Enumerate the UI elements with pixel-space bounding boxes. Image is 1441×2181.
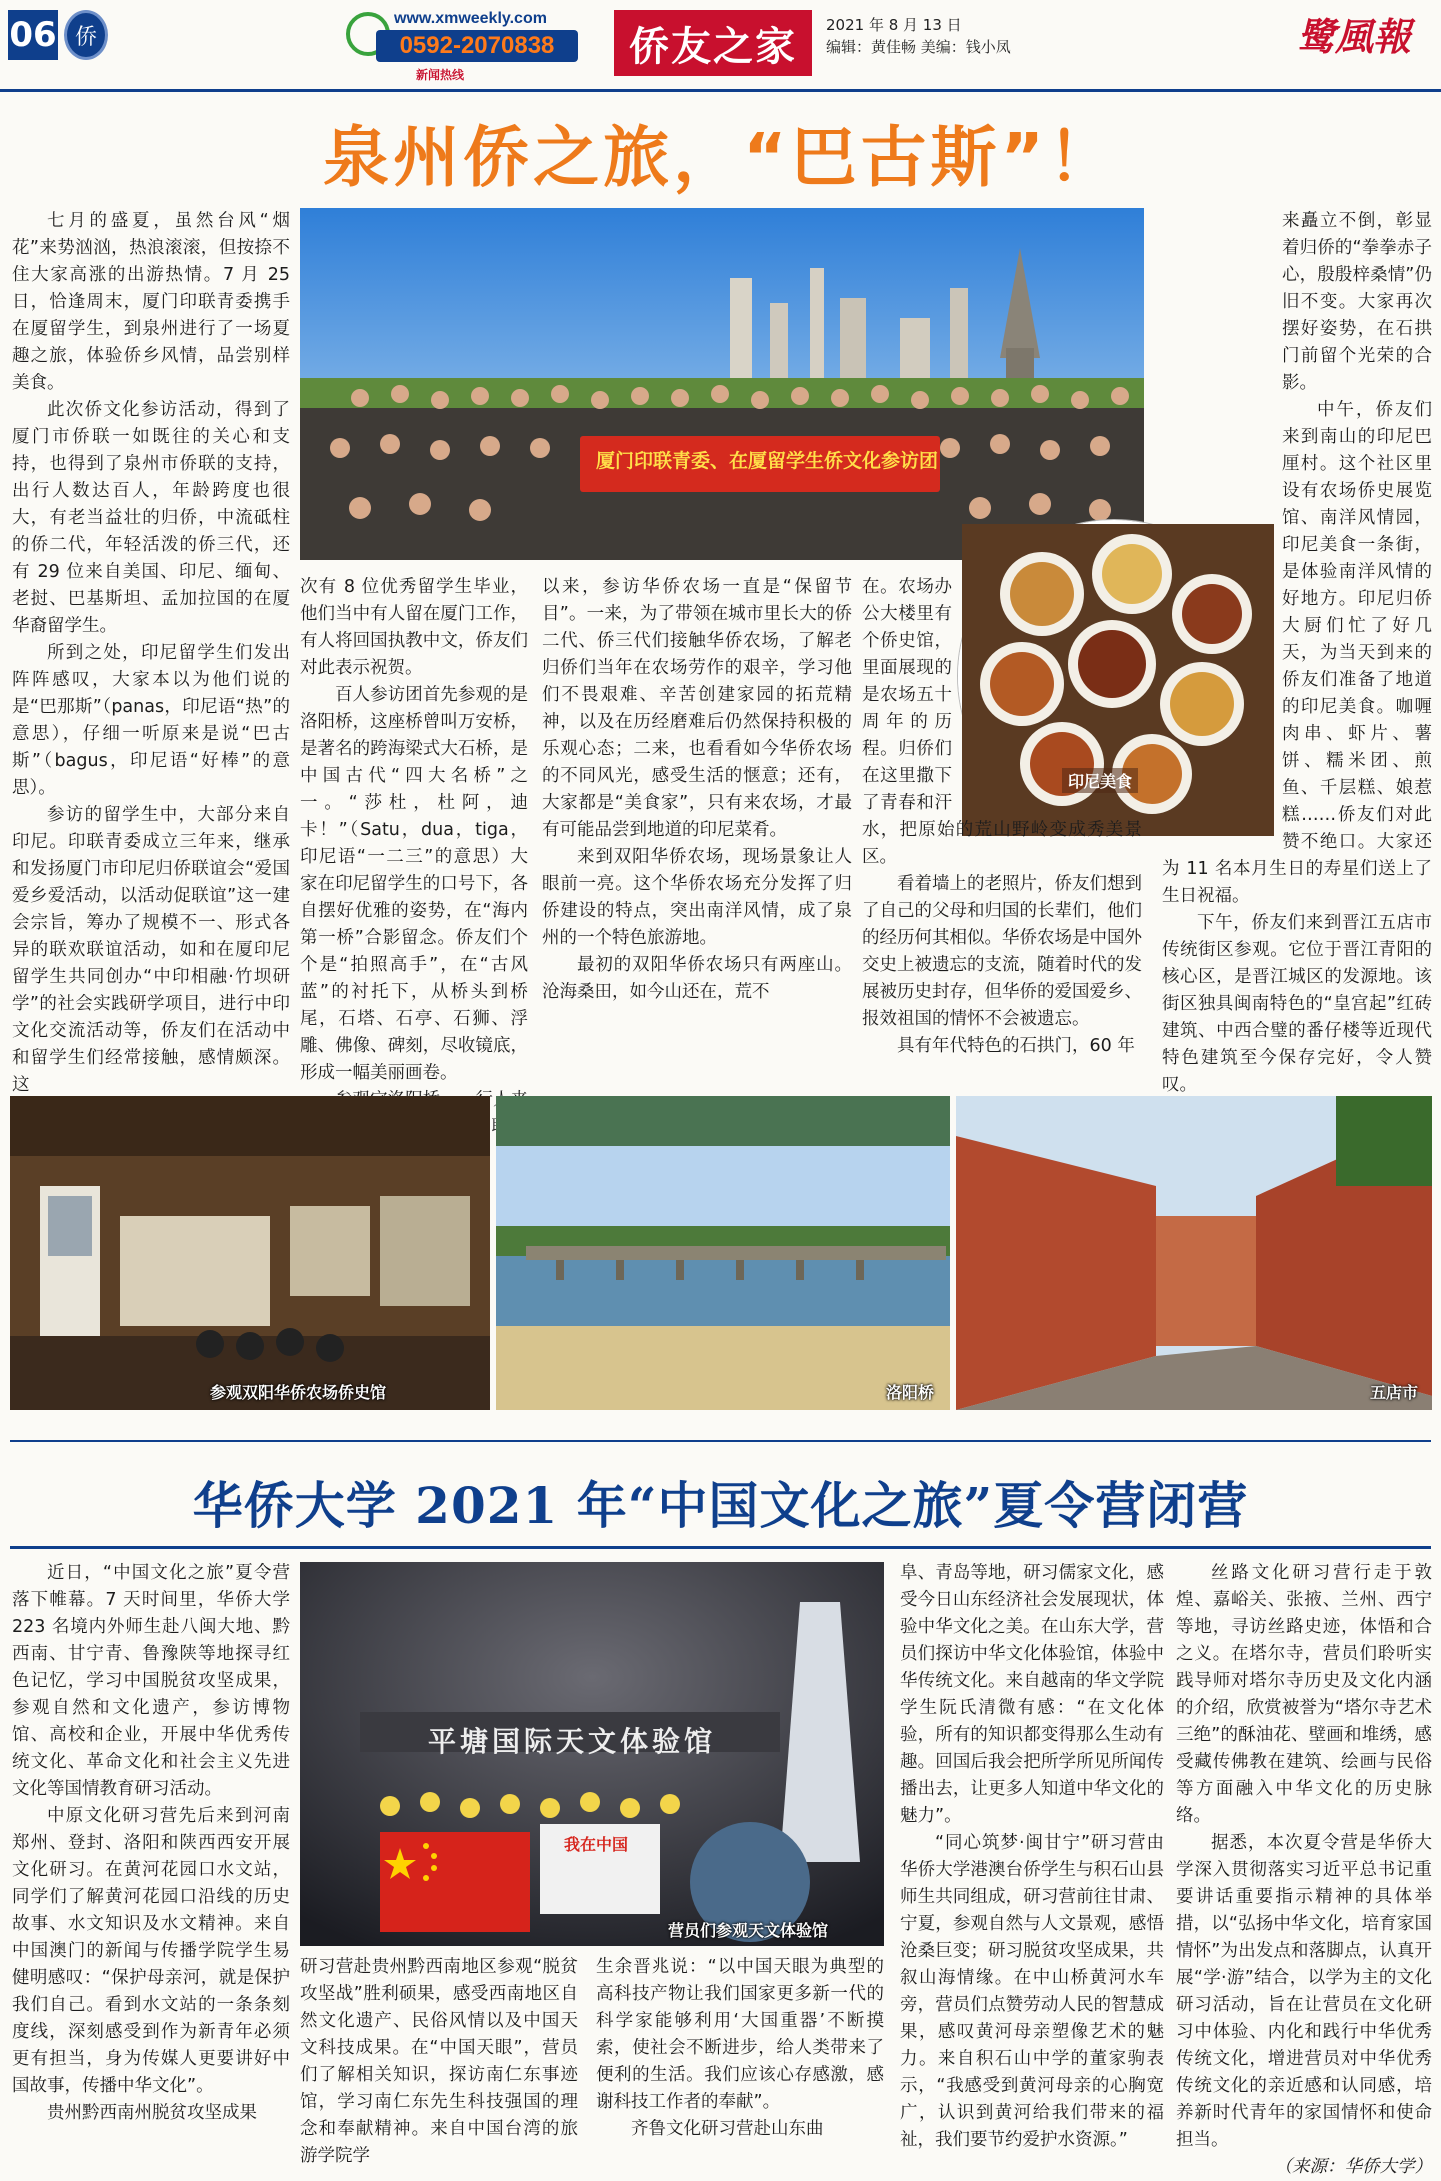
page-number: 06 bbox=[8, 10, 58, 60]
hotline-ad bbox=[346, 8, 584, 82]
issue-date: 2021 年 8 月 13 日 bbox=[826, 16, 962, 34]
ad-url: www.xmweekly.com bbox=[394, 10, 547, 27]
caption-museum: 参观双阳华侨农场侨史馆 bbox=[210, 1383, 387, 1402]
article1-column-1 bbox=[12, 208, 290, 1095]
ad-subtitle: 新闻热线 bbox=[416, 68, 465, 82]
paragraph: 生余晋兆说：“以中国天眼为典型的高科技产物让我们国家更多新一代的科学家能够利用‘大国重器’不断摸索，使社会不断进步，给人类带来了便利的生活。我们应该心存感激，感谢科技工作者的奉献”。 bbox=[596, 1957, 884, 2112]
luoyang-bridge-photo bbox=[496, 1096, 950, 1410]
headline-rule bbox=[10, 1546, 1431, 1549]
issue-info bbox=[826, 14, 1011, 58]
museum-sign: 平塘国际天文体验馆 bbox=[428, 1725, 717, 1758]
paragraph: 阜、青岛等地，研习儒家文化，感受今日山东经济社会发展现状，体验中华文化之美。在山东大学，营员们探访中华文化体验馆，体验中华传统文化。来自越南的华文学院学生阮氏清微有感：“在文化体验，所有的知识都变得那么生动有趣。回国后我会把所学所见所闻传播出去，让更多人知道中华文化的魅力”。 bbox=[900, 1563, 1164, 1826]
masthead: 鹭風報 bbox=[1296, 14, 1411, 59]
group-photo bbox=[300, 208, 1144, 560]
paragraph: 此次侨文化参访活动，得到了厦门市侨联一如既往的关心和支持，也得到了泉州市侨联的支持，出行人数达百人，年龄跨度也很大，有老当益壮的归侨，中流砥柱的侨二代，年轻活泼的侨三代，还有 29 位来自美国、印尼、缅甸、老挝、巴基斯坦、孟加拉国的在厦华裔留学生。 bbox=[12, 400, 290, 636]
wudianshi-photo bbox=[956, 1096, 1432, 1410]
article2-column-4 bbox=[900, 1560, 1164, 2160]
paragraph: 丝路文化研习营行走于敦煌、嘉峪关、张掖、兰州、西宁等地，寻访丝路史迹，体悟和合之义。在塔尔寺，营员们聆听实践导师对塔尔寺历史及文化内涵的介绍，欣赏被誉为“塔尔寺艺术三绝”的酥油花、壁画和堆绣，感受藏传佛教在建筑、绘画与民俗等方面融入中华文化的历史脉络。 bbox=[1176, 1563, 1432, 1826]
article1-headline: 泉州侨之旅，“巴古斯”！ bbox=[323, 119, 1118, 196]
article2-column-1 bbox=[12, 1560, 290, 2160]
section-logo: 侨 bbox=[64, 10, 108, 60]
paragraph: 看着墙上的老照片，侨友们想到了自己的父母和归国的长辈们，他们的经历何其相似。华侨农场是中国外交史上被遗忘的支流，随着时代的发展被历史封存，但华侨的爱国爱乡、报效祖国的情怀不会被遗忘。 bbox=[862, 874, 1142, 1029]
caption-bridge: 洛阳桥 bbox=[886, 1383, 935, 1402]
paragraph: 参访的留学生中，大部分来自印尼。印联青委成立三年来，继承和发扬厦门市印尼归侨联谊会“爱国爱乡爱活动，以活动促联谊”这一建会宗旨，筹办了规模不一、形式各异的联欢联谊活动，如和在厦印尼留学生共同创办“中印相融·竹坝研学”的社会实践研学项目，进行中印文化交流活动等，侨友们在活动中和留学生们经常接触，感情颇深。这 bbox=[12, 805, 290, 1095]
paragraph: 来到双阳华侨农场，现场景象让人眼前一亮。这个华侨农场充分发挥了归侨建设的特点，突出南洋风情，成了泉州的一个特色旅游地。 bbox=[542, 847, 852, 948]
article1-column-5 bbox=[1162, 208, 1432, 1095]
astronomy-museum-photo bbox=[300, 1562, 884, 1946]
paragraph: 最初的双阳华侨农场只有两座山。沧海桑田，如今山还在，荒不 bbox=[542, 955, 852, 1002]
paragraph: 中午，侨友们来到南山的印尼巴厘村。这个社区里设有农场侨史展览馆、南洋风情园，印尼美食一条街，是体验南洋风情的好地方。印尼归侨大厨们忙了好几天，为当天到来的侨友们准备了地道的印尼美食。咖喱肉串、虾片、薯饼、糯米团、煎鱼、千层糕、娘惹糕……侨友们对此赞不绝口。大家还为 11 名本月生日的寿星们送上了生日祝福。 bbox=[1162, 400, 1432, 906]
paragraph: 据悉，本次夏令营是华侨大学深入贯彻落实习近平总书记重要讲话重要指示精神的具体举措，以“弘扬中华文化，培育家国情怀”为出发点和落脚点，认真开展“学·游”结合，以学为主的文化研习活动，旨在让营员在文化研习中体验、内化和践行中华优秀传统文化，增进营员对中华优秀传统文化的亲近感和认同感，培养新时代青年的家国情怀和使命担当。 bbox=[1176, 1833, 1432, 2150]
paragraph: 齐鲁文化研习营赴山东曲 bbox=[631, 2119, 824, 2139]
food-photo-wrap-space bbox=[952, 574, 1142, 810]
article1-column-3 bbox=[542, 574, 852, 1068]
paragraph: 七月的盛夏，虽然台风“烟花”来势汹汹，热浪滚滚，但按捺不住大家高涨的出游热情。7 月 25 日，恰逢周末，厦门印联青委携手在厦留学生，到泉州进行了一场夏趣之旅，体验侨乡风情，品尝别样美食。 bbox=[12, 211, 290, 393]
paragraph: 以来，参访华侨农场一直是“保留节目”。一来，为了带领在城市里长大的侨二代、侨三代们接触华侨农场，了解老归侨们当年在农场劳作的艰辛，学习他们不畏艰难、辛苦创建家园的拓荒精神，以及在历经磨难后仍然保持积极的乐观心态；二来，也看看如今华侨农场的不同风光，感受生活的惬意；还有，大家都是“美食家”，只有来农场，才最有可能品尝到地道的印尼菜肴。 bbox=[542, 577, 852, 840]
ad-phone: 0592-2070838 bbox=[376, 30, 578, 62]
paragraph: 百人参访团首先参观的是洛阳桥，这座桥曾叫万安桥，是著名的跨海梁式大石桥，是中国古代“四大名桥”之一。“莎杜，杜阿，迪卡！”（Satu，dua，tiga，印尼语“一二三”的意思）大家在印尼留学生的口号下，各自摆好优雅的姿势，在“海内第一桥”合影留念。侨友们个个是“拍照高手”，在“古风蓝”的衬托下，从桥头到桥尾，石塔、石亭、石狮、浮雕、佛像、碑刻，尽收镜底，形成一幅美丽画卷。 bbox=[300, 685, 528, 1083]
paragraph: 中原文化研习营先后来到河南郑州、登封、洛阳和陕西西安开展文化研习。在黄河花园口水文站，同学们了解黄河花园口沿线的历史故事、水文知识及水文精神。来自中国澳门的新闻与传播学院学生易健明感叹：“保护母亲河，就是保护我们自己。看到水文站的一条条刻度线，深刻感受到作为新青年必须更有担当，身为传媒人更要讲好中国故事，传播中华文化”。 bbox=[12, 1806, 290, 2096]
paragraph: “同心筑梦·闽甘宁”研习营由华侨大学港澳台侨学生与积石山县师生共同组成，研习营前往甘肃、宁夏，参观自然与人文景观，感悟沧桑巨变；研习脱贫攻坚成果，共叙山海情缘。在中山桥黄河水车旁，营员们点赞劳动人民的智慧成果，感叹黄河母亲塑像艺术的魅力。来自积石山中学的董家驹表示，“我感受到黄河母亲的心胸宽广，认识到黄河给我们带来的福祉，我们要节约爱护水资源。” bbox=[900, 1833, 1164, 2150]
page-header bbox=[0, 0, 1441, 92]
paragraph: 贵州黔西南州脱贫攻坚成果 bbox=[47, 2103, 257, 2123]
paragraph: 研习营赴贵州黔西南地区参观“脱贫攻坚战”胜利硕果，感受西南地区自然文化遗产、民俗风情以及中国天文科技成果。在“中国天眼”，营员们了解相关知识，探访南仁东事迹馆，学习南仁东先生科技强国的理念和奉献精神。来自中国台湾的旅游学院学 bbox=[300, 1957, 578, 2166]
paragraph: 下午，侨友们来到晋江五店市传统街区参观。它位于晋江青阳的核心区，是晋江城区的发源地。该街区独具闽南特色的“皇宫起”红砖建筑、中西合璧的番仔楼等近现代特色建筑至今保存完好，令人赞叹。 bbox=[1162, 913, 1432, 1095]
caption-astronomy: 营员们参观天文体验馆 bbox=[668, 1921, 829, 1940]
group-banner-text: 厦门印联青委、在厦留学生侨文化参访团 bbox=[596, 450, 939, 472]
paragraph: 次有 8 位优秀留学生毕业，他们当中有人留在厦门工作，有人将回国执教中文，侨友们对此表示祝贺。 bbox=[300, 577, 528, 678]
paragraph: 所到之处，印尼留学生们发出阵阵感叹，大家本以为他们说的是“巴那斯”（panas，印尼语“热”的意思），仔细一听原来是说“巴古斯”（bagus，印尼语“好棒”的意思）。 bbox=[12, 643, 290, 798]
article1-column-4 bbox=[862, 574, 1142, 1068]
food-caption: 印尼美食 bbox=[1062, 768, 1138, 793]
article2-column-2 bbox=[300, 1954, 578, 2166]
paragraph: 具有年代特色的石拱门，60 年 bbox=[897, 1036, 1135, 1056]
caption-wudianshi: 五店市 bbox=[1370, 1383, 1419, 1402]
paragraph: 在。农场办公大楼里有个侨史馆，里面展现的是农场五十周年的历程。归侨们在这里撒下了青春和汗水，把原始的荒山野岭变成秀美景区。 bbox=[862, 577, 1142, 867]
article2-source: （来源：华侨大学） bbox=[1274, 2157, 1432, 2177]
issue-editors: 编辑：黄佳畅 美编：钱小凤 bbox=[826, 38, 1011, 56]
article1-column-2 bbox=[300, 574, 528, 1083]
paragraph: 来矗立不倒，彰显着归侨的“拳拳赤子心，殷殷梓桑情”仍旧不变。大家再次摆好姿势，在石拱门前留个光荣的合影。 bbox=[1282, 211, 1432, 393]
section-divider bbox=[10, 1440, 1431, 1442]
article2-headline: 华侨大学 2021 年“中国文化之旅”夏令营闭营 bbox=[192, 1476, 1249, 1535]
article2-column-3 bbox=[596, 1954, 884, 2160]
paragraph: 近日，“中国文化之旅”夏令营落下帷幕。7 天时间里，华侨大学 223 名境内外师生赴八闽大地、黔西南、甘宁青、鲁豫陕等地探寻红色记忆，学习中国脱贫攻坚成果，参观自然和文化遗产，参访博物馆、高校和企业，开展中华优秀传统文化、革命文化和社会主义先进文化等国情教育研习活动。 bbox=[12, 1563, 290, 1799]
article2-column-5 bbox=[1176, 1560, 1432, 2177]
banner-text: 我在中国 bbox=[564, 1835, 629, 1854]
food-photo-wrap-space bbox=[1162, 508, 1282, 838]
column-title: 侨友之家 bbox=[614, 10, 812, 76]
museum-photo bbox=[10, 1096, 490, 1410]
